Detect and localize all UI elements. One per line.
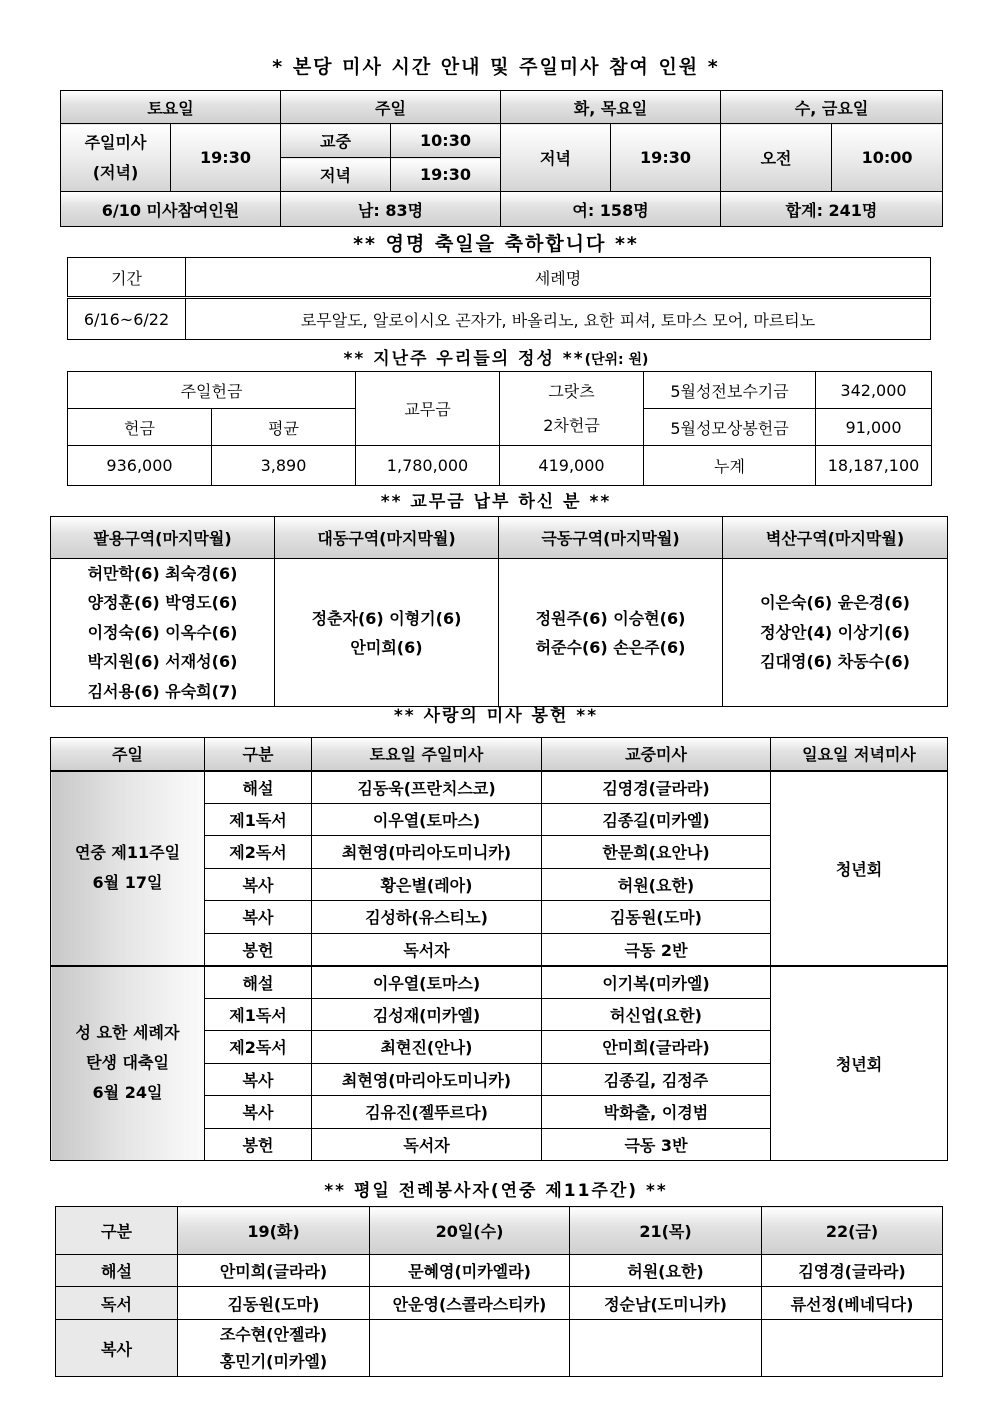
may-repair-fund-value: 342,000: [816, 372, 932, 409]
kyojung-server: 김영경(글라라): [542, 771, 771, 804]
role-cell: 제2독서: [205, 836, 312, 869]
offering-unit: (단위: 원): [584, 352, 649, 368]
weekday-title: ** 평일 전례봉사자(연중 제11주간) **: [324, 1181, 668, 1201]
kyojung-server: 한문희(요안나): [542, 836, 771, 869]
may-repair-fund-label: 5월성전보수기금: [644, 372, 816, 409]
weekday-header-thu: 21(목): [570, 1207, 762, 1255]
payer-line: 안미희(6): [350, 637, 423, 657]
payer-line: 허만학(6) 최숙경(6): [87, 564, 238, 583]
offering-table: [67, 371, 932, 486]
schedule-title: * 본당 미사 시간 안내 및 주일미사 참여 인원 *: [272, 56, 720, 78]
attendance-women: 여: 158명: [501, 192, 721, 227]
week2-evening: 청년회: [771, 966, 948, 1161]
mass-header-evening: 일요일 저녁미사: [771, 738, 948, 771]
saturday-server: 김성하(유스티노): [312, 901, 542, 934]
may-statue-offering-label: 5월성모상봉헌금: [644, 409, 816, 446]
kyojung-server: 이기복(미카엘): [542, 966, 771, 999]
gyomu-value: 1,780,000: [356, 446, 500, 486]
weekday-server: 김동원(도마): [178, 1287, 370, 1320]
week2-label: 성 요한 세례자 탄생 대축일 6월 24일: [51, 966, 205, 1161]
feast-title: ** 영명 축일을 축하합니다 **: [353, 233, 639, 255]
weekday-server: 허원(요한): [570, 1255, 762, 1287]
sun-evening-label: 저녁: [281, 158, 391, 192]
kyojung-server: 김동원(도마): [542, 901, 771, 934]
wedfri-time: 10:00: [832, 124, 943, 192]
second-collection-value: 419,000: [500, 446, 644, 486]
payer-line: 양정훈(6) 박영도(6): [87, 593, 238, 613]
role-cell: 제1독서: [205, 803, 312, 836]
weekday-altar-servers: 조수현(안젤라) 홍민기(미카엘): [178, 1320, 370, 1377]
payer-line: 정상안(4) 이상기(6): [760, 622, 910, 642]
payer-line: 허준수(6) 손은주(6): [535, 637, 686, 657]
saturday-server: 최현진(안나): [312, 1031, 542, 1064]
average-header: 평균: [212, 409, 356, 446]
header-saturday: 토요일: [61, 91, 281, 124]
saturday-server: 독서자: [312, 1128, 542, 1161]
payers-header-palyong: 팔용구역(마지막월): [51, 517, 275, 559]
kyojung-server: 허원(요한): [542, 868, 771, 901]
kyojung-server: 극동 2반: [542, 933, 771, 966]
tuethu-label: 저녁: [501, 124, 611, 192]
saturday-server: 김성재(미카엘): [312, 998, 542, 1031]
role-cell: 봉헌: [205, 1128, 312, 1161]
week1-evening: 청년회: [771, 771, 948, 966]
sun-evening-time: 19:30: [391, 158, 501, 192]
weekday-role-reading: 독서: [56, 1287, 178, 1320]
weekday-role-commentary: 해설: [56, 1255, 178, 1287]
weekday-table: [55, 1206, 943, 1377]
weekday-role-altar: 복사: [56, 1320, 178, 1377]
header-wed-fri: 수, 금요일: [721, 91, 943, 124]
payer-line: 박지원(6) 서재성(6): [87, 652, 238, 672]
feast-names: 로무알도, 알로이시오 곤자가, 바올리노, 요한 피셔, 토마스 모어, 마르티노: [186, 298, 931, 340]
weekday-server: 류선정(베네딕다): [762, 1287, 943, 1320]
role-cell: 제1독서: [205, 998, 312, 1031]
payers-header-daedong: 대동구역(마지막월): [275, 517, 499, 559]
offering-title-wrap: [0, 344, 992, 369]
mass-header-kyojung: 교중미사: [542, 738, 771, 771]
average-value: 3,890: [212, 446, 356, 486]
cumulative-label: 누계: [644, 446, 816, 486]
role-cell: 복사: [205, 1063, 312, 1096]
payers-geukdong: [499, 559, 723, 707]
payer-line: 정춘자(6) 이형기(6): [311, 608, 462, 628]
kyojung-server: 안미희(글라라): [542, 1031, 771, 1064]
wedfri-label: 오전: [721, 124, 832, 192]
cash-header: 헌금: [68, 409, 212, 446]
attendance-total: 합계: 241명: [721, 192, 943, 227]
week1-label: 연중 제11주일 6월 17일: [51, 771, 205, 966]
weekday-server: 문혜영(미카엘라): [370, 1255, 570, 1287]
payer-line: 정원주(6) 이승현(6): [535, 608, 686, 628]
weekday-empty-cell: [370, 1320, 570, 1377]
gyomu-header: 교무금: [356, 372, 500, 446]
kyojung-server: 박화출, 이경범: [542, 1096, 771, 1129]
weekday-server: 안운영(스콜라스티카): [370, 1287, 570, 1320]
weekday-header-tue: 19(화): [178, 1207, 370, 1255]
weekday-server: 정순남(도미니카): [570, 1287, 762, 1320]
saturday-server: 이우열(토마스): [312, 803, 542, 836]
second-collection-header: 그랏츠 2차헌금: [500, 372, 644, 446]
feast-table: [67, 257, 931, 340]
role-cell: 복사: [205, 1096, 312, 1129]
feast-period: 6/16~6/22: [68, 298, 186, 340]
weekday-empty-cell: [762, 1320, 943, 1377]
cash-value: 936,000: [68, 446, 212, 486]
saturday-server: 최현영(마리아도미니카): [312, 1063, 542, 1096]
mass-offering-title: ** 사랑의 미사 봉헌 **: [393, 706, 599, 726]
role-cell: 해설: [205, 966, 312, 999]
saturday-server: 김유진(젤뚜르다): [312, 1096, 542, 1129]
payers-palyong: [51, 559, 275, 707]
kyojung-server: 김종길(미카엘): [542, 803, 771, 836]
weekday-header-role: 구분: [56, 1207, 178, 1255]
payers-header-byeoksan: 벽산구역(마지막월): [723, 517, 948, 559]
mass-schedule-table: [60, 90, 943, 227]
weekday-header-fri: 22(금): [762, 1207, 943, 1255]
feast-names-header: 세례명: [186, 258, 931, 298]
offering-title: ** 지난주 우리들의 정성 **: [343, 349, 585, 369]
kyojung-server: 허신업(요한): [542, 998, 771, 1031]
role-cell: 제2독서: [205, 1031, 312, 1064]
sun-kyojung-label: 교중: [281, 124, 391, 158]
role-cell: 복사: [205, 868, 312, 901]
sunday-offering-header: 주일헌금: [68, 372, 356, 409]
header-sunday: 주일: [281, 91, 501, 124]
kyojung-server: 김종길, 김정주: [542, 1063, 771, 1096]
payers-header-geukdong: 극동구역(마지막월): [499, 517, 723, 559]
mass-header-role: 구분: [205, 738, 312, 771]
mass-offering-table: [50, 737, 948, 1161]
feast-period-header: 기간: [68, 258, 186, 298]
attendance-label: 6/10 미사참여인원: [61, 192, 281, 227]
cumulative-value: 18,187,100: [816, 446, 932, 486]
saturday-server: 황은별(레아): [312, 868, 542, 901]
weekday-header-wed: 20일(수): [370, 1207, 570, 1255]
weekday-empty-cell: [570, 1320, 762, 1377]
role-cell: 봉헌: [205, 933, 312, 966]
mass-header-saturday: 토요일 주일미사: [312, 738, 542, 771]
sat-mass-time: 19:30: [171, 124, 281, 192]
sat-mass-label: 주일미사 (저녁): [61, 124, 171, 192]
may-statue-offering-value: 91,000: [816, 409, 932, 446]
payers-table: [50, 516, 948, 707]
saturday-server: 최현영(마리아도미니카): [312, 836, 542, 869]
kyojung-server: 극동 3반: [542, 1128, 771, 1161]
weekday-server: 김영경(글라라): [762, 1255, 943, 1287]
payer-line: 이정숙(6) 이옥수(6): [87, 622, 238, 642]
role-cell: 해설: [205, 771, 312, 804]
payer-line: 김대영(6) 차동수(6): [760, 652, 910, 672]
saturday-server: 김동욱(프란치스코): [312, 771, 542, 804]
saturday-server: 독서자: [312, 933, 542, 966]
attendance-men: 남: 83명: [281, 192, 501, 227]
role-cell: 복사: [205, 901, 312, 934]
payers-title: ** 교무금 납부 하신 분 **: [380, 492, 612, 512]
weekday-server: 안미희(글라라): [178, 1255, 370, 1287]
payers-daedong: [275, 559, 499, 707]
payers-byeoksan: [723, 559, 948, 707]
payer-line: 이은숙(6) 윤은경(6): [760, 593, 910, 613]
tuethu-time: 19:30: [611, 124, 721, 192]
header-tue-thu: 화, 목요일: [501, 91, 721, 124]
mass-header-sunday: 주일: [51, 738, 205, 771]
sun-kyojung-time: 10:30: [391, 124, 501, 158]
saturday-server: 이우열(토마스): [312, 966, 542, 999]
payer-line: 김서용(6) 유숙희(7): [87, 681, 238, 701]
